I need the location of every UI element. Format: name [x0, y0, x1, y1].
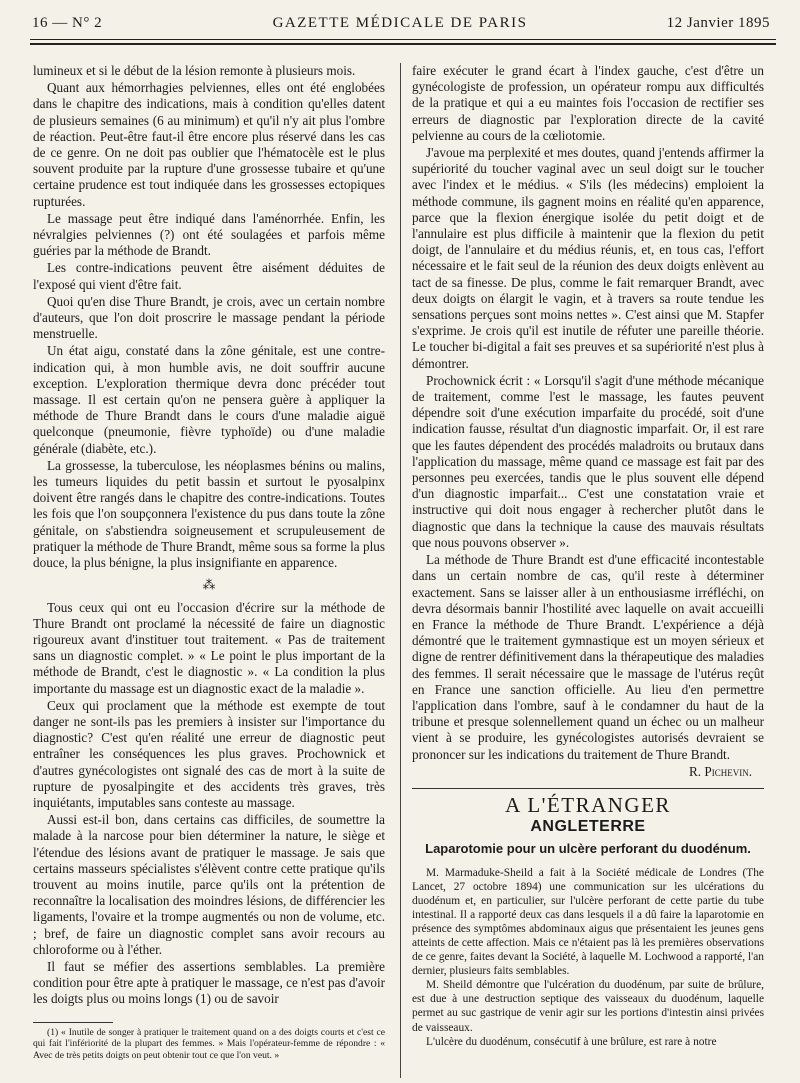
header-rule-bottom — [30, 43, 776, 45]
paragraph: Aussi est-il bon, dans certains cas difficiles, de soumettre la malade à la narcose pour bien déterminer la nature, le siège et l'étendue des lésions avant de pratiquer le massage. Je sais que certains masseurs spécialistes s'élèvent contre cette pratique qu'ils trouvent au moins inutile, parce qu'ils ont la prétention de reconnaître la localisation des moindres lésions, de différencier les ligaments, l'ovaire et la trompe augmentés ou non de volume, etc. ; bref, de faire un diagnostic complet sans avoir recours au chloroforme ou à l'éther. — [33, 812, 385, 957]
paragraph: La méthode de Thure Brandt est d'une efficacité incontestable dans un certain nombre de cas, qu'il reste à déterminer exactement. Sans se laisser aller à un enthousiasme irréfléchi, on devra désormais bannir l'hostilité avec laquelle on avait accueilli en France la méthode de Thure Brandt. L'expérience a déjà démontré que le traitement gymnastique est un moyen sérieux et digne de rentrer définitivement dans la thérapeutique des maladies des femmes. Il serait nécessaire que le massage de l'utérus reçût en France une sanction officielle. Au lieu d'en permettre l'application dans l'ombre, sauf à le condamner du haut de la tribune et presque solennellement quand un échec ou un malheur vient à se produire, les gynécologistes autorisés devraient se prononcer sur les indications du traitement de Thure Brandt. — [412, 552, 764, 762]
footnote: (1) « Inutile de songer à pratiquer le traitement quand on a des doigts courts et c'est ce qui fait l'infériorité de la plupart des femmes. » Mais l'opérateur-femme de répondre : « Avec de très petits doigts on peut obtenir tout ce que l'on veut. » — [33, 1026, 385, 1061]
country-heading: ANGLETERRE — [530, 818, 646, 836]
issue-date: 12 Janvier 1895 — [666, 15, 770, 31]
header-rule-top — [30, 39, 776, 40]
article-body — [412, 866, 764, 1049]
paragraph: J'avoue ma perplexité et mes doutes, quand j'entends affirmer la supériorité du toucher vaginal avec un seul doigt sur le toucher avec l'index et le médius. « S'ils (les médecins) emploient la méthode commune, ils gagnent moins en réalité qu'en apparence, parce que la flexion énergique isolée du petit doigt et de l'annulaire est plus difficile à maintenir que la flexion du petit doigt, de l'annulaire et du médius réunis, et, en tous cas, l'effort nécessaire et le fait seul de la réunion des deux doigts enlèvent au tact de sa finesse. De plus, comme le fait remarquer Brandt, avec deux doigts on élargit le vagin, et à travers sa route tendue les sensations perçues sont moins nettes ». C'est ainsi que M. Stapfer s'exprime. Je crois qu'il est inutile de réfuter une pareille théorie. Le toucher bi-digital a fait ses preuves et sa supériorité n'est plus à démontrer. — [412, 145, 764, 371]
author-signature — [412, 764, 764, 780]
column-separator — [400, 63, 401, 1078]
paragraph: Prochownick écrit : « Lorsqu'il s'agit d'une méthode mécanique de traitement, comme l'est le massage, les fautes peuvent dépendre soit d'une exécution imparfaite du procédé, soit d'une indication fausse, résultat d'un diagnostic imparfait. Or, il est rare que les fautes dépendent des procédés maladroits ou brutaux dans l'application du massage, même quand ce massage est fait par des personnes peu exercées, tandis que le plus souvent elle dépend d'un diagnostic imparfait... C'est une constatation vraie et instructive qui doit nous engager à rechercher plutôt dans le diagnostic que dans la technique la cause des mauvais résultats que nous pouvons observer ». — [412, 372, 764, 550]
paragraph: Il faut se méfier des assertions semblables. La première condition pour être apte à pratiquer le massage, ce n'est pas d'avoir les doigts plus ou moins longs (1) ou de savoir — [33, 958, 385, 1007]
page-header — [30, 11, 770, 37]
paragraph: lumineux et si le début de la lésion remonte à plusieurs mois. — [33, 63, 356, 78]
paragraph: faire exécuter le grand écart à l'index gauche, c'est d'être un gynécologiste de profession, un opérateur rompu aux difficultés de la pratique et qui a eu maintes fois l'occasion de rectifier ses erreurs de diagnostic par l'exploration directe de la cavité pelvienne au cours de la cœliotomie. — [412, 63, 764, 143]
footnote-rule — [33, 1022, 113, 1023]
paragraph: La grossesse, la tuberculose, les néoplasmes bénins ou malins, les tumeurs liquides du petit bassin et surtout le pyosalpinx doivent être rangés dans le chapitre des contre-indications. Toutes les fois que l'on soupçonnera l'existence du pus dans toute la zône génitale, on s'abstiendra soigneusement et scrupuleusement de pratiquer la méthode de Thure Brandt, même sous sa forme la plus douce, la plus bénigne, la plus insignifiante en apparence. — [33, 457, 385, 571]
signature-text: R. Pichevin. — [688, 763, 752, 779]
paragraph: Le massage peut être indiqué dans l'aménorrhée. Enfin, les névralgies pelviennes (?) ont été soulagées et parfois même guéries par la méthode de Brandt. — [33, 210, 385, 259]
article-title: Laparotomie pour un ulcère perforant du duodénum. — [425, 841, 751, 857]
paragraph: Les contre-indications peuvent être aisément déduites de l'exposé qui vient d'être fait. — [33, 260, 385, 292]
section-rule — [412, 788, 764, 789]
left-column — [33, 63, 385, 1078]
paragraph: M. Marmaduke-Sheild a fait à la Société médicale de Londres (The Lancet, 27 octobre 1894) une communication sur les ulcérations du duodénum et, en particulier, sur l'ulcère perforant de cette partie du tube intestinal. Il a rapporté deux cas dans lesquels il a dû faire la laparotomie en présence des symptômes abdominaux aigus que présentaient les jeunes gens atteints de cette affection. Mais ce n'étaient pas là les premières observations de ce genre, faites devant la Société, à laquelle M. Lochwood a rapporté, l'an dernier, plusieurs faits semblables. — [412, 866, 764, 978]
right-column — [412, 63, 764, 1078]
journal-title: GAZETTE MÉDICALE DE PARIS — [272, 15, 528, 31]
paragraph: M. Sheild démontre que l'ulcération du duodénum, par suite de brûlure, est due à une destruction septique des vaisseaux du duodénum, laquelle permet au suc gastrique de venir agir sur les portions d'intestin ainsi privées de vaisseaux. — [412, 979, 764, 1034]
paragraph: Ceux qui proclament que la méthode est exempte de tout danger ne sont-ils pas les premiers à insister sur l'importance du diagnostic? C'est qu'en réalité une erreur de diagnostic peut entraîner les conséquences les plus graves. Prochownick et d'autres gynécologistes ont signalé des cas de mort à la suite de rupture de pyosalpingite et des accidents très graves, très inquiétants, imputables sans conteste au massage. — [33, 697, 385, 810]
page-number: 16 — N° 2 — [32, 15, 103, 31]
paragraph: Quoi qu'en dise Thure Brandt, je crois, avec un certain nombre d'auteurs, que l'on doit proscrire le massage pendant la période menstruelle. — [33, 293, 385, 342]
paragraph: Quant aux hémorrhagies pelviennes, elles ont été englobées dans le chapitre des indications, mais à condition qu'elles datent de plusieurs semaines (6 au minimum) et qu'il n'y ait plus l'ombre de réaction. Peut-être faut-il être encore plus réservé dans les cas de ce genre. On ne doit pas oublier que l'hématocèle est le plus souvent produite par la rupture d'une grossesse tubaire et qu'une certaine prudence est tout indiquée dans les grossesses ectopiques rupturées. — [33, 80, 385, 209]
paragraph: L'ulcère du duodénum, consécutif à une brûlure, est rare à notre — [426, 1035, 717, 1048]
section-title: A L'ÉTRANGER — [505, 792, 671, 817]
paragraph: Un état aigu, constaté dans la zône génitale, est une contre-indication qui, à mon humble avis, ne doit souffrir aucune exception. L'exploration thermique devra donc précéder tout massage. Il est certain qu'on ne pensera guère à appliquer la méthode de Thure Brandt dans le cours d'une maladie aiguë quelconque (pneumonie, fièvre typhoïde) ou d'une maladie générale (diabète, etc.). — [33, 343, 385, 456]
asterism-divider: ⁂ — [202, 577, 216, 593]
paragraph: Tous ceux qui ont eu l'occasion d'écrire sur la méthode de Thure Brandt ont proclamé la nécessité de faire un diagnostic rigoureux avant d'instituer tout traitement. « Pas de traitement sans un diagnostic complet. » « Le point le plus important de la méthode de Brandt, c'est le diagnostic ». « La condition la plus importante du massage est un diagnostic exact de la maladie ». — [33, 599, 385, 696]
